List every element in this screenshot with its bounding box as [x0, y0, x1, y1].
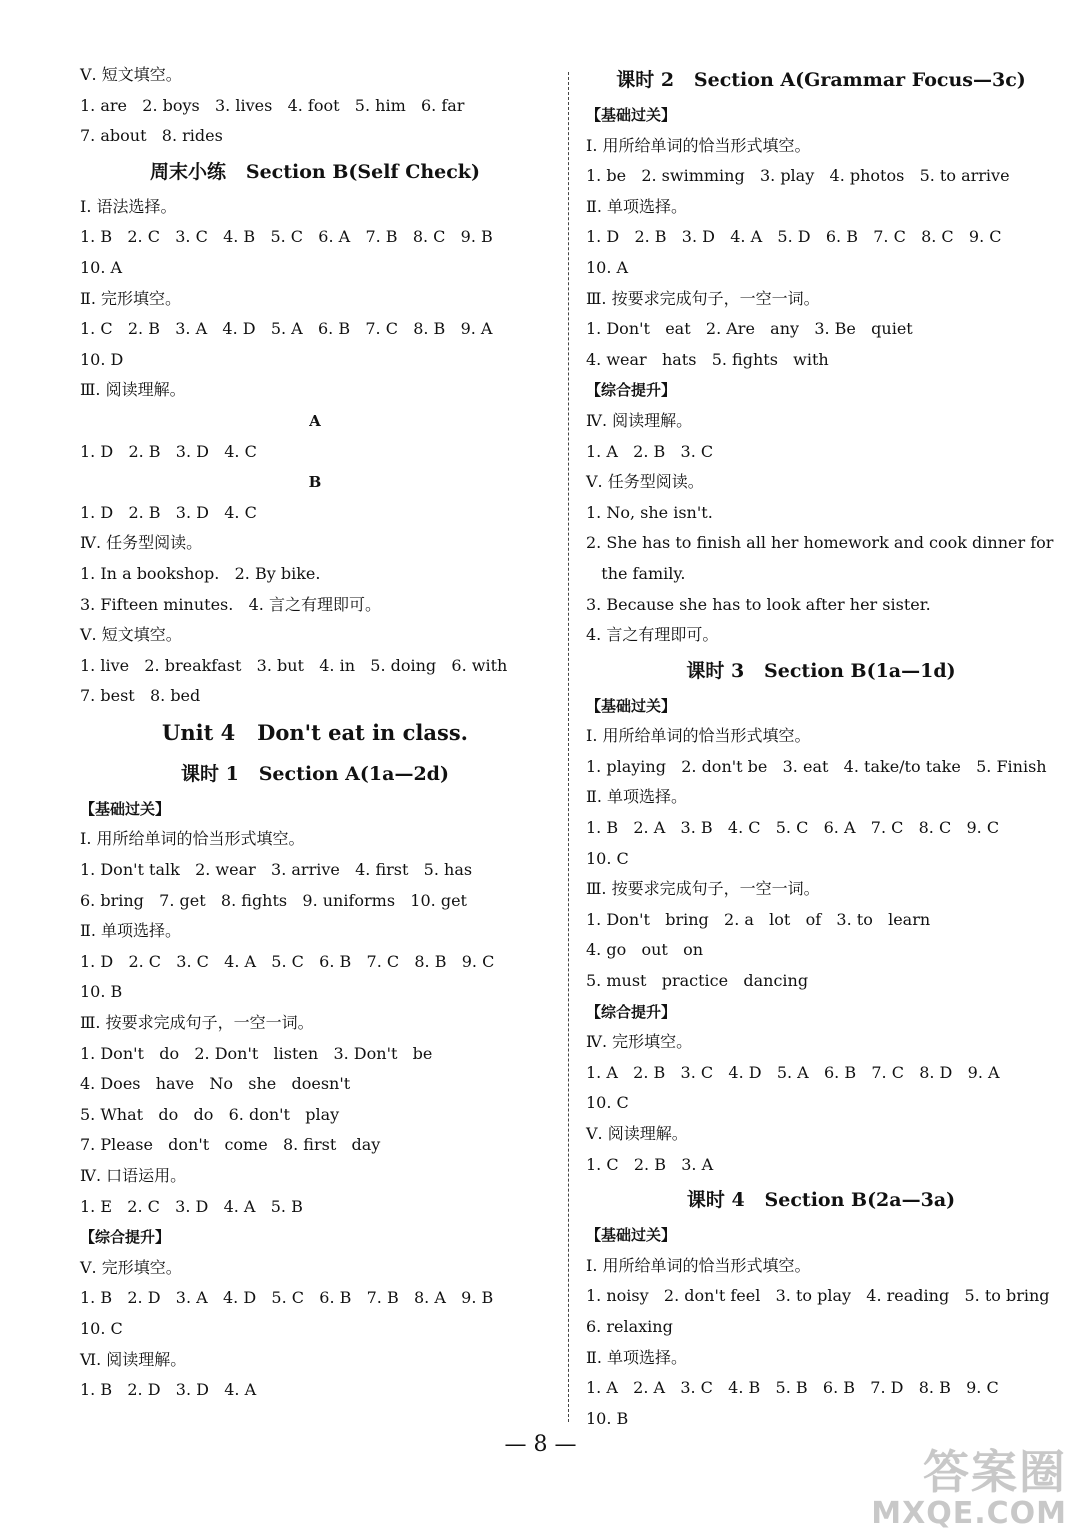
answer-line: Ⅲ. 按要求完成句子，一空一词。 — [80, 1013, 314, 1033]
answer-line: Ⅴ. 完形填空。 — [80, 1257, 182, 1277]
left-column — [80, 60, 550, 1406]
answer-line: 5. What do do 6. don't play — [80, 1104, 340, 1124]
answer-line: 1. Don't eat 2. Are any 3. Be quiet — [586, 319, 913, 339]
answer-line: Ⅰ. 语法选择。 — [80, 196, 177, 216]
answer-line: 1. D 2. B 3. D 4. A 5. D 6. B 7. C 8. C 9. C — [586, 227, 1002, 247]
answer-line: Ⅱ. 单项选择。 — [586, 1347, 688, 1367]
answer-line: 1. playing 2. don't be 3. eat 4. take/to take 5. Finish — [586, 756, 1047, 776]
answer-line: 10. A — [80, 257, 123, 277]
answer-line: 6. bring 7. get 8. fights 9. uniforms 10. get — [80, 890, 467, 910]
answer-line: Ⅳ. 任务型阅读。 — [80, 533, 203, 553]
watermark-url: MXQE.COM — [871, 1496, 1067, 1531]
answer-line: 4. 言之有理即可。 — [586, 625, 719, 645]
answer-line: 4. Does have No she doesn't — [80, 1074, 351, 1094]
passage-label: A — [309, 411, 321, 430]
answer-line: 10. A — [586, 257, 629, 277]
section-heading: 课时 1 Section A(1a—2d) — [181, 762, 449, 785]
answer-line: 1. Don't do 2. Don't listen 3. Don't be — [80, 1043, 433, 1063]
answer-line: Ⅳ. 阅读理解。 — [586, 410, 693, 430]
answer-line: 1. Don't talk 2. wear 3. arrive 4. first 5. has — [80, 860, 473, 880]
answer-line: 1. B 2. D 3. D 4. A — [80, 1380, 257, 1400]
answer-line: 4. wear hats 5. fights with — [586, 349, 829, 369]
answer-line: 1. be 2. swimming 3. play 4. photos 5. to arrive — [586, 166, 1010, 186]
category-label: 【基础过关】 — [80, 799, 171, 818]
answer-line: 1. E 2. C 3. D 4. A 5. B — [80, 1196, 303, 1216]
answer-line: 10. C — [80, 1318, 123, 1338]
section-heading: 课时 4 Section B(2a—3a) — [686, 1189, 956, 1212]
answer-line: Ⅵ. 阅读理解。 — [80, 1349, 187, 1369]
answer-line: Ⅴ. 阅读理解。 — [586, 1124, 688, 1143]
answer-line: 10. D — [80, 349, 124, 369]
watermark-logo — [871, 1446, 1067, 1530]
answer-line: 1. C 2. B 3. A 4. D 5. A 6. B 7. C 8. B 9. A — [80, 319, 493, 339]
answer-line: 1. A 2. B 3. C 4. D 5. A 6. B 7. C 8. D 9. A — [586, 1062, 1000, 1082]
answer-line: 1. B 2. C 3. C 4. B 5. C 6. A 7. B 8. C 9. B — [80, 227, 493, 247]
answer-line: 10. C — [586, 848, 629, 868]
column-divider — [568, 72, 569, 1422]
answer-line: 1. D 2. C 3. C 4. A 5. C 6. B 7. C 8. B 9. C — [80, 951, 495, 971]
answer-line: Ⅳ. 口语运用。 — [80, 1166, 187, 1185]
section-heading: 周末小练 Section B(Self Check) — [150, 160, 480, 183]
answer-line: 7. about 8. rides — [80, 126, 223, 146]
category-label: 【基础过关】 — [586, 696, 677, 715]
answer-line: 1. D 2. B 3. D 4. C — [80, 502, 257, 522]
category-label: 【基础过关】 — [586, 1226, 677, 1245]
answer-line: Ⅲ. 阅读理解。 — [80, 380, 186, 400]
answer-line: 1. live 2. breakfast 3. but 4. in 5. doing 6. with — [80, 655, 508, 675]
answer-line: Ⅴ. 任务型阅读。 — [586, 472, 704, 492]
answer-line: 1. A 2. A 3. C 4. B 5. B 6. B 7. D 8. B 9. C — [586, 1378, 999, 1398]
answer-line: Ⅱ. 单项选择。 — [586, 196, 688, 216]
answer-line: 1. A 2. B 3. C — [586, 441, 714, 461]
answer-line: Ⅴ. 短文填空。 — [80, 65, 182, 84]
answer-line: Ⅲ. 按要求完成句子，一空一词。 — [586, 288, 820, 308]
answer-line: 1. B 2. A 3. B 4. C 5. C 6. A 7. C 8. C 9. C — [586, 818, 1000, 838]
answer-line: 6. relaxing — [586, 1316, 673, 1336]
answer-line: 1. Don't bring 2. a lot of 3. to learn — [586, 909, 931, 929]
answer-line: 2. She has to finish all her homework and cook dinner for — [586, 533, 1054, 553]
answer-line: 1. C 2. B 3. A — [586, 1154, 714, 1174]
answer-line: 1. noisy 2. don't feel 3. to play 4. reading 5. to bring — [586, 1286, 1050, 1306]
answer-line: 10. B — [586, 1408, 629, 1428]
answer-line: 3. Fifteen minutes. 4. 言之有理即可。 — [80, 594, 381, 614]
answer-line: 10. C — [586, 1093, 629, 1113]
answer-line: 3. Because she has to look after her sister. — [586, 594, 931, 614]
answer-line: Ⅰ. 用所给单词的恰当形式填空。 — [586, 1255, 811, 1275]
answer-line: 5. must practice dancing — [586, 971, 809, 991]
watermark-text: 答案圈 — [923, 1445, 1067, 1499]
page-number: — 8 — — [504, 1432, 577, 1457]
right-column — [586, 60, 1056, 1434]
answer-line: Ⅰ. 用所给单词的恰当形式填空。 — [80, 829, 305, 849]
answer-line: 1. B 2. D 3. A 4. D 5. C 6. B 7. B 8. A 9. B — [80, 1288, 494, 1308]
answer-line: Ⅴ. 短文填空。 — [80, 625, 182, 645]
category-label: 【综合提升】 — [586, 1002, 677, 1021]
answer-line: 1. No, she isn't. — [586, 502, 713, 522]
answer-line: Ⅱ. 单项选择。 — [80, 921, 182, 941]
answer-line: 7. Please don't come 8. first day — [80, 1135, 381, 1155]
section-heading: 课时 2 Section A(Grammar Focus—3c) — [616, 69, 1026, 91]
answer-line: Ⅰ. 用所给单词的恰当形式填空。 — [586, 135, 811, 155]
answer-line: Ⅰ. 用所给单词的恰当形式填空。 — [586, 726, 811, 746]
category-label: 【基础过关】 — [586, 106, 677, 124]
category-label: 【综合提升】 — [586, 381, 677, 400]
answer-line: 1. D 2. B 3. D 4. C — [80, 441, 257, 461]
answer-line: Ⅱ. 单项选择。 — [586, 787, 688, 807]
answer-line: 1. In a bookshop. 2. By bike. — [80, 563, 321, 583]
answer-line: 10. B — [80, 982, 123, 1002]
answer-line: the family. — [586, 563, 686, 583]
answer-line: Ⅱ. 完形填空。 — [80, 288, 182, 308]
section-heading: Unit 4 Don't eat in class. — [162, 719, 468, 745]
category-label: 【综合提升】 — [80, 1228, 171, 1247]
answer-line: 4. go out on — [586, 940, 704, 960]
answer-line: Ⅲ. 按要求完成句子，一空一词。 — [586, 879, 820, 899]
passage-label: B — [308, 473, 322, 492]
answer-line: 1. are 2. boys 3. lives 4. foot 5. him 6. far — [80, 95, 465, 115]
answer-line: 7. best 8. bed — [80, 686, 201, 706]
answer-line: Ⅳ. 完形填空。 — [586, 1032, 693, 1052]
section-heading: 课时 3 Section B(1a—1d) — [686, 659, 956, 682]
